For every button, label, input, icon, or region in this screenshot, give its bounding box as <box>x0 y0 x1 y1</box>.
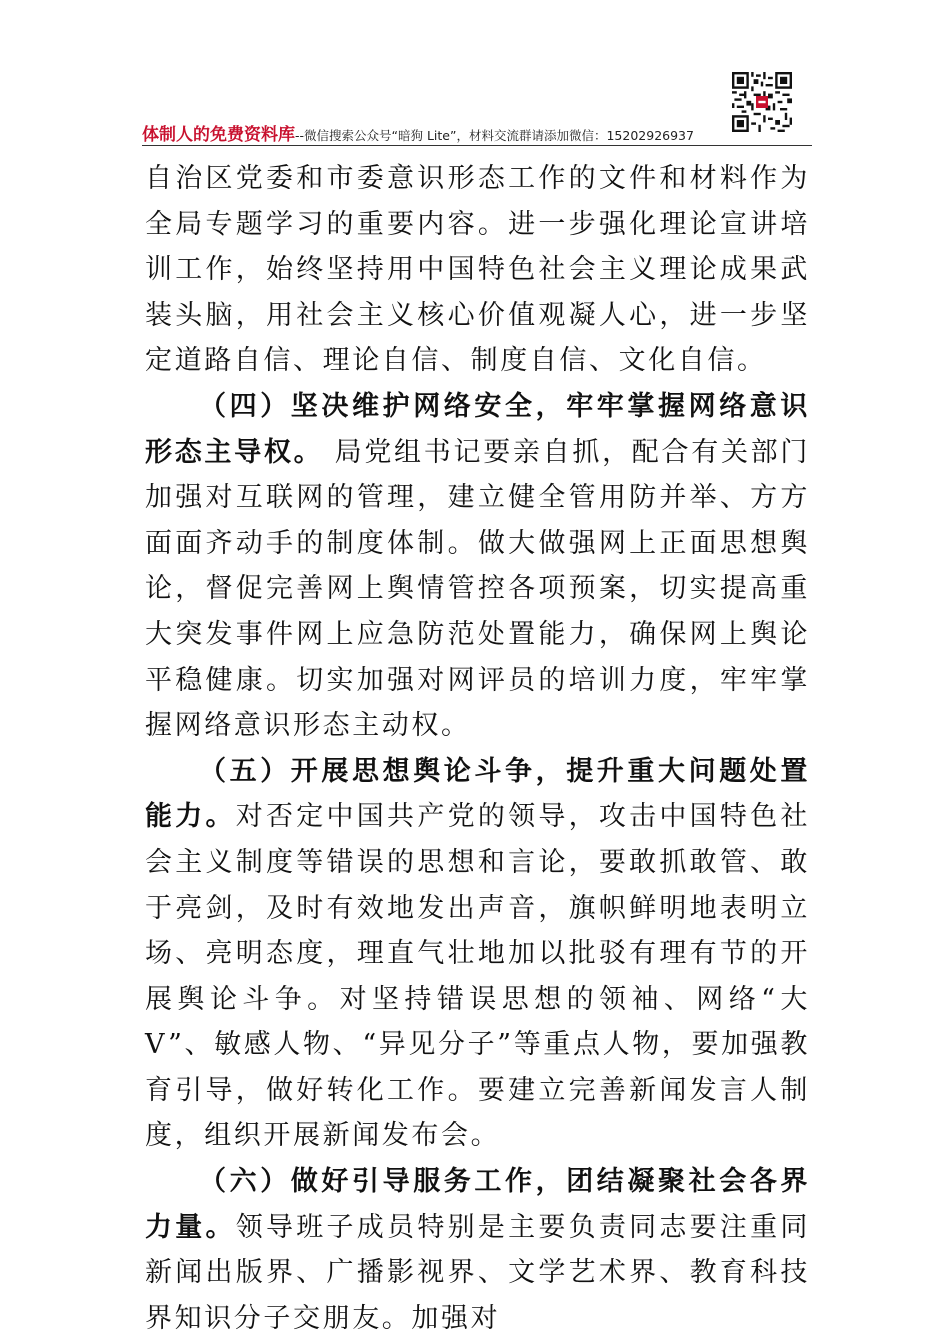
paragraph-2-text: 局党组书记要亲自抓，配合有关部门加强对互联网的管理，建立健全管用防并举、方方面面齐动手的制度体制。做大做强网上正面思想舆论，督促完善网上舆情管控各项预案，切实提高重大突发事件网上应急防范处置能力，确保网上舆论平稳健康。切实加强对网评员的培训力度，牢牢掌握网络意识形态主动权。 <box>145 436 810 742</box>
header-note: --微信搜索公众号“暗狗 Lite”，材料交流群请添加微信：15202926937 <box>295 128 694 143</box>
section-5-heading: （五）开展思想舆论斗争，提升重大问题处置能力。 <box>145 755 810 833</box>
paragraph-1-text: 自治区党委和市委意识形态工作的文件和材料作为全局专题学习的重要内容。进一步强化理论宣讲培训工作，始终坚持用中国特色社会主义理论成果武装头脑，用社会主义核心价值观凝人心，进一步坚定道路自信、理论自信、制度自信、文化自信。 <box>145 163 810 377</box>
section-4-heading: （四）坚决维护网络安全，牢牢掌握网络意识形态主导权。 <box>145 390 810 468</box>
paragraph-4 <box>145 1159 810 1341</box>
paragraph-1 <box>145 156 810 384</box>
section-6-heading: （六）做好引导服务工作，团结凝聚社会各界力量。 <box>145 1166 810 1243</box>
paragraph-4-text: 领导班子成员特别是主要负责同志要注重同新闻出版界、广播影视界、文学艺术界、教育科技界知识分子交朋友。加强对 <box>145 1211 810 1334</box>
paragraph-2 <box>145 384 810 749</box>
header-divider <box>142 145 812 146</box>
page-header <box>142 120 812 148</box>
paragraph-3 <box>145 749 810 1159</box>
document-body <box>145 156 810 1341</box>
paragraph-3-text: 对否定中国共产党的领导，攻击中国特色社会主义制度等错误的思想和言论，要敢抓敢管、敢于亮剑，及时有效地发出声音，旗帜鲜明地表明立场、亮明态度，理直气壮地加以批驳有理有节的开展舆论斗争。对坚持错误思想的领袖、网络“大V”、敏感人物、“异见分子”等重点人物，要加强教育引导，做好转化工作。要建立完善新闻发言人制度，组织开展新闻发布会。 <box>145 801 810 1152</box>
brand-title: 体制人的免费资料库 <box>142 125 295 145</box>
